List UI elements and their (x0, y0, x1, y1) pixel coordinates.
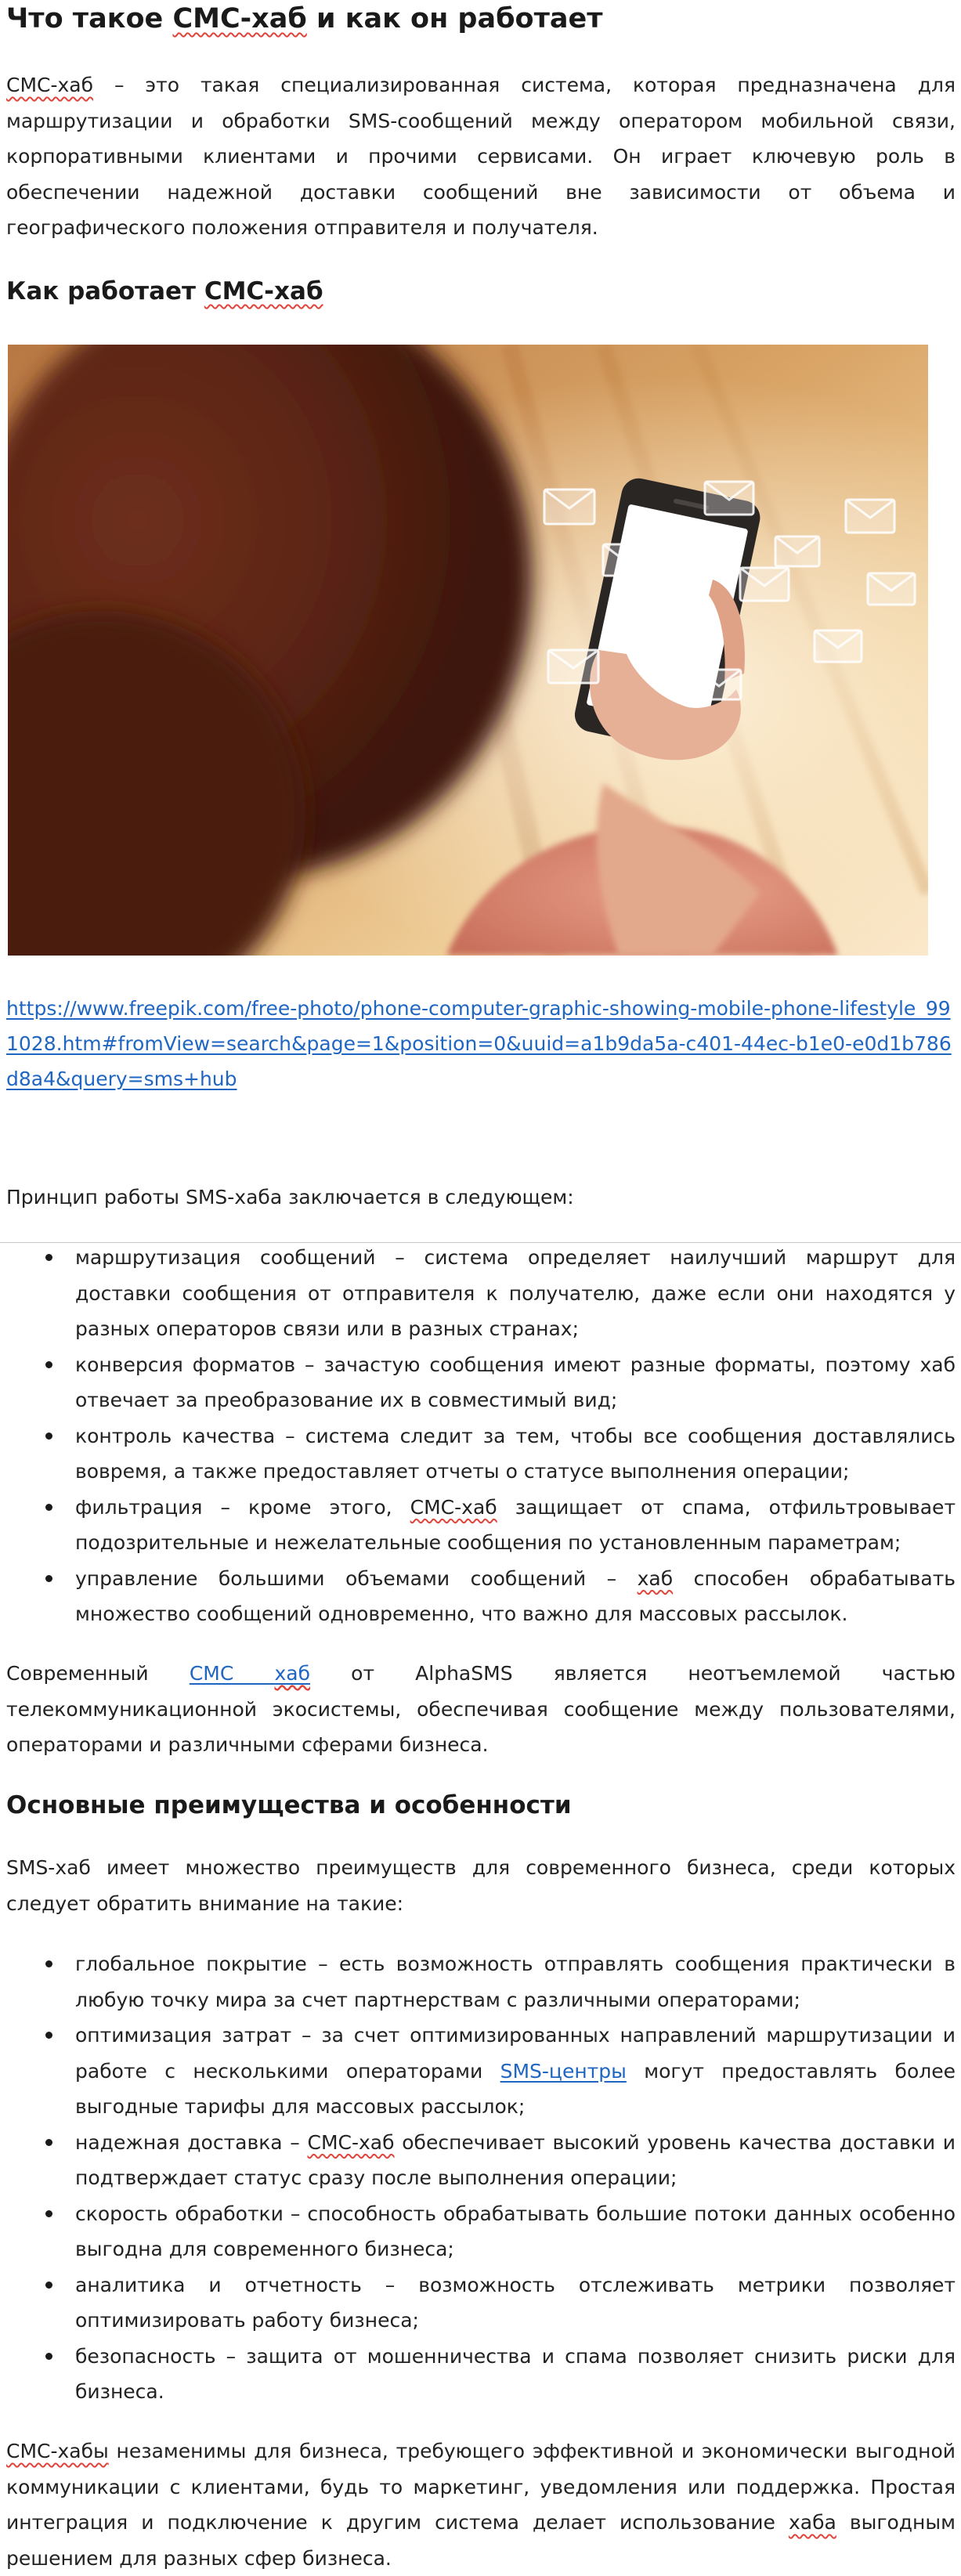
title-text: Что такое (6, 3, 173, 34)
conclusion-paragraph: СМС-хабы незаменимы для бизнеса, требующего эффективной и экономически выгодной коммуникации с клиентами, будь то маркетинг, уведомления или поддержка. Простая интеграция и подключение к другим система делает использование хаба выгодным решением для разных сфер бизнеса. (6, 2440, 956, 2570)
page-title (6, 0, 603, 38)
conclusion-term: СМС-хабы (6, 2440, 109, 2462)
title-term: СМС-хаб (172, 3, 307, 34)
advantages-intro: SMS-хаб имеет множество преимуществ для современного бизнеса, среди которых следует обратить внимание на такие: (6, 1856, 956, 1915)
list-item: глобальное покрытие – есть возможность отправлять сообщения практически в любую точку мира за счет партнерствам с различными операторами; (6, 1946, 956, 2018)
advantages-list (6, 1946, 956, 2410)
list-item: конверсия форматов – зачастую сообщения имеют разные форматы, поэтому хаб отвечает за преобразование их в совместимый вид; (6, 1347, 956, 1418)
list-item: аналитика и отчетность – возможность отслеживать метрики позволяет оптимизировать работу бизнеса; (6, 2267, 956, 2339)
modern-paragraph: Современный СМС хаб от AlphaSMS является неотъемлемой частью телекоммуникационной экосистемы, обеспечивая сообщение между пользователями, операторами и различными сферами бизнеса. (6, 1662, 956, 1756)
intro-term: СМС-хаб (6, 74, 94, 96)
list-item: контроль качества – система следит за тем, чтобы все сообщения доставлялись вовремя, а также предоставляет отчеты о статусе выполнения операции; (6, 1418, 956, 1490)
intro-paragraph (6, 67, 956, 246)
title-text-end: и как он работает (306, 3, 603, 34)
photo-illustration (8, 345, 928, 956)
how-heading (6, 273, 323, 309)
principle-intro: Принцип работы SMS-хаба заключается в следующем: (6, 1186, 574, 1209)
list-item: фильтрация – кроме этого, СМС-хаб защищает от спама, отфильтровывает подозрительные и нежелательные сообщения по установленным параметрам; (6, 1490, 956, 1561)
list-item: безопасность – защита от мошенничества и спама позволяет снизить риски для бизнеса. (6, 2339, 956, 2410)
list-item: оптимизация затрат – за счет оптимизированных направлений маршрутизации и работе с несколькими операторами SMS-центры могут предоставлять более выгодные тарифы для массовых рассылок; (6, 2018, 956, 2125)
list-item: скорость обработки – способность обрабатывать большие потоки данных особенно выгодна для современного бизнеса; (6, 2196, 956, 2267)
list-item: надежная доставка – СМС-хаб обеспечивает высокий уровень качества доставки и подтверждает статус сразу после выполнения операции; (6, 2125, 956, 2196)
list-item-term: хаб (637, 1566, 674, 1590)
sms-hub-link[interactable]: СМС хаб (189, 1662, 310, 1685)
sms-centers-link[interactable]: SMS-центры (500, 2059, 627, 2083)
principles-list (6, 1240, 956, 1632)
photo-source-link[interactable]: https://www.freepik.com/free-photo/phone-computer-graphic-showing-mobile-phone-lifestyle_991028.htm#fromView=search&page=1&position=0&uuid=a1b9da5a-c401-44ec-b1e0-e0d1b786d8a4&query=sms+hub (6, 997, 952, 1090)
phone-with-envelopes-photo (8, 345, 928, 956)
conclusion-term-2: хаба (788, 2511, 836, 2534)
how-heading-term: СМС-хаб (204, 277, 323, 305)
list-item-term: СМС-хаб (307, 2130, 395, 2154)
list-item-term: СМС-хаб (410, 1495, 497, 1519)
list-item: управление большими объемами сообщений – хаб способен обрабатывать множество сообщений одновременно, что важно для массовых рассылок. (6, 1561, 956, 1632)
advantages-heading: Основные преимущества и особенности (6, 1791, 572, 1819)
list-item: маршрутизация сообщений – система определяет наилучший маршрут для доставки сообщения от отправителя к получателю, даже если они находятся у разных операторов связи или в разных странах; (6, 1240, 956, 1347)
intro-text: – это такая специализированная система, которая предназначена для маршрутизации и обработки SMS-сообщений между оператором мобильной связи, корпоративными клиентами и прочими сервисами. Он играет ключевую роль в обеспечении надежной доставки сообщений вне зависимости от объема и географического положения отправителя и получателя. (6, 74, 956, 239)
how-heading-text: Как работает (6, 277, 204, 305)
